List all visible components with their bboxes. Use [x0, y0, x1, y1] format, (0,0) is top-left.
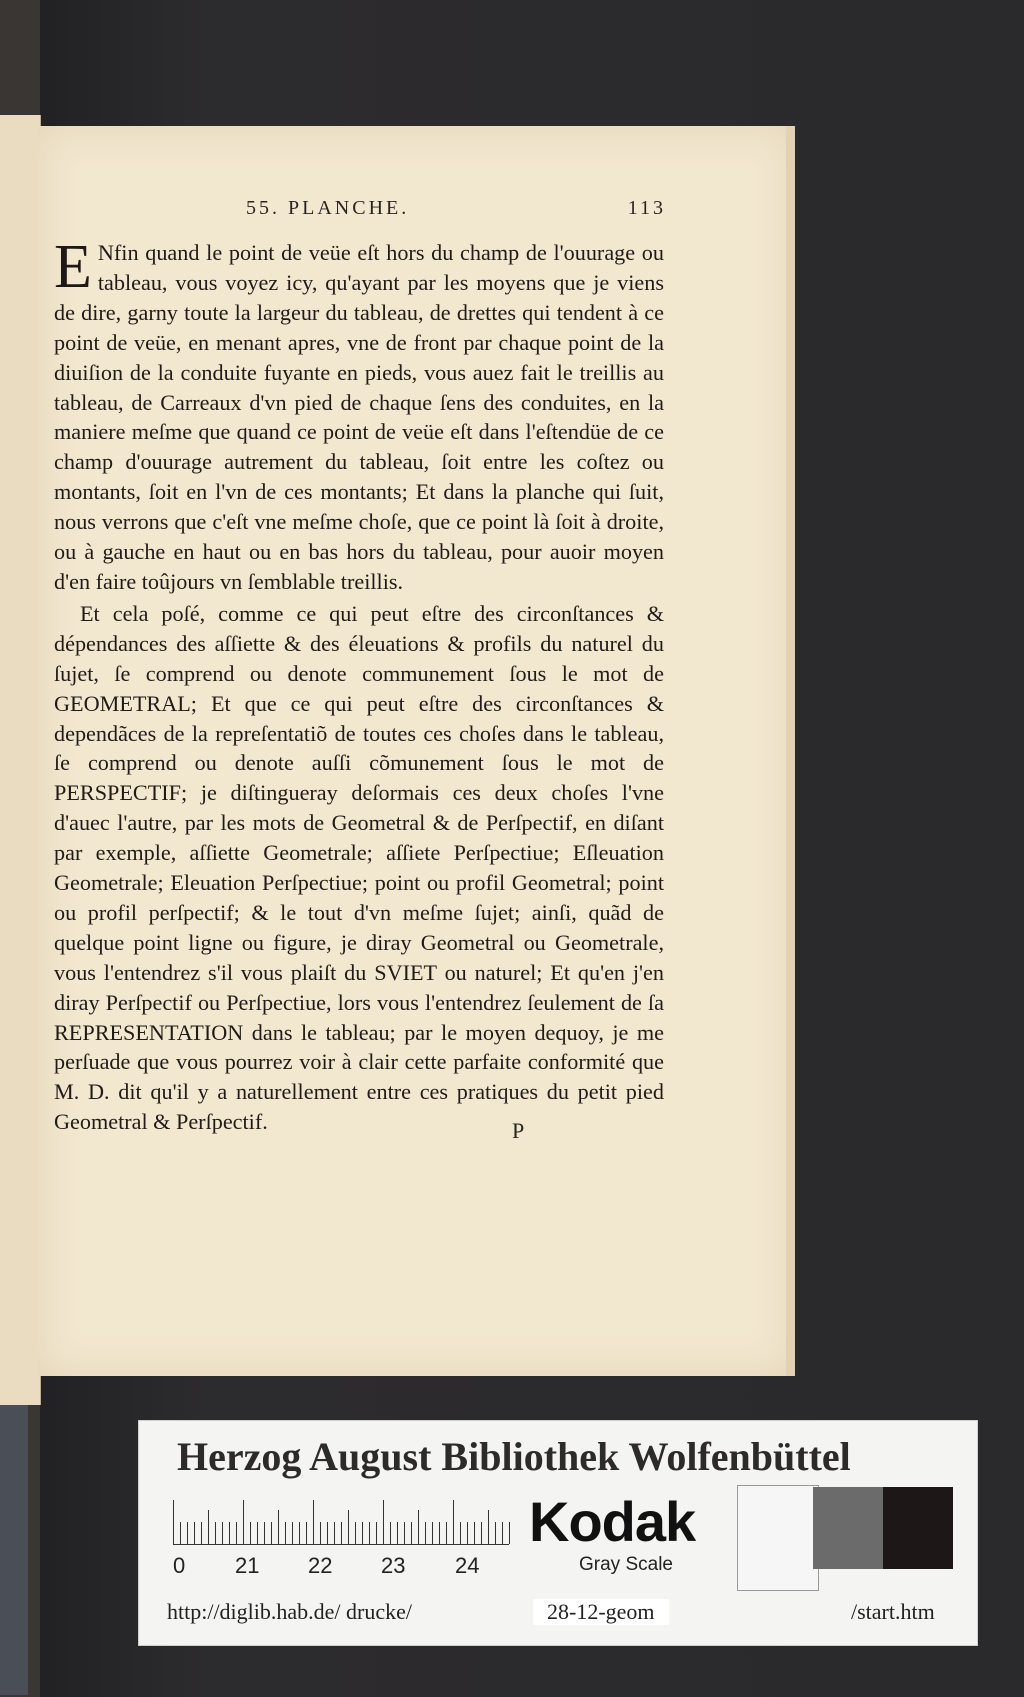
ruler-tick — [439, 1522, 440, 1544]
ruler-tick — [383, 1500, 384, 1544]
ruler-tick — [257, 1522, 258, 1544]
ruler-tick — [502, 1522, 503, 1544]
plate-heading: 55. PLANCHE. — [246, 197, 410, 219]
kodak-logo: Kodak — [529, 1490, 696, 1553]
ruler-tick — [271, 1522, 272, 1544]
ruler-tick — [180, 1522, 181, 1544]
paragraph-2: Et cela poſé, comme ce qui peut eſtre des circonſtances & dépendances des aſſiette & des éleuations & profils du naturel du ſujet, ſe comprend ou denote communement ſous le mot de GEOMETRAL; Et que ce qui peut eſtre des circonſtances & dependãces de la repreſentatiõ de toutes ces choſes dans le tableau, ſe comprend ou denote auſſi cõmunement ſous le mot de PERSPECTIF; je diſtingueray deſormais ces deux choſes l'vne d'auec l'autre, par les mots de Geometral & de Perſpectif, en diſant par exemple, aſſiette Geometrale; aſſiete Perſpectiue; Eſleuation Geometrale; Eleuation Perſpectiue; point ou profil Geometral; point ou profil perſpectif; & le tout d'vn meſme ſujet; ainſi, quãd de quelque point ligne ou figure, je diray Geometral ou Geometrale, vous l'entendrez s'il vous plaiſt du SVIET ou naturel; Et qu'en j'en diray Perſpectif ou Perſpectiue, lors vous l'entendrez ſeulement de ſa REPRESENTATION dans le tableau; par le moyen dequoy, je me perſuade que vous pourrez voir à clair cette parfaite conformité que M. D. dit qu'il y a naturellement entre ces pratiques du petit pied Geometral & Perſpectif. — [54, 600, 664, 1135]
ruler-tick — [432, 1522, 433, 1544]
ruler-tick — [418, 1510, 419, 1544]
ruler — [173, 1498, 509, 1545]
ruler-tick — [201, 1522, 202, 1544]
ruler-tick — [292, 1522, 293, 1544]
ruler-tick — [474, 1522, 475, 1544]
ruler-label: 23 — [381, 1553, 406, 1578]
ruler-tick — [446, 1522, 447, 1544]
ruler-tick — [278, 1510, 279, 1544]
ruler-tick — [390, 1522, 391, 1544]
url-prefix: http://diglib.hab.de/ drucke/ — [167, 1599, 413, 1624]
ruler-tick — [215, 1522, 216, 1544]
library-name: Herzog August Bibliothek Wolfenbüttel — [177, 1434, 851, 1479]
ruler-tick — [460, 1522, 461, 1544]
previous-page-edge — [0, 115, 41, 1405]
ruler-tick — [299, 1522, 300, 1544]
book-spine — [0, 1405, 28, 1695]
ruler-label: 0 — [173, 1553, 186, 1578]
ruler-tick — [376, 1522, 377, 1544]
ruler-tick — [453, 1500, 454, 1544]
page-number: 113 — [627, 197, 666, 219]
ruler-tick — [194, 1522, 195, 1544]
ruler-labels — [173, 1553, 509, 1579]
url-suffix: /start.htm — [851, 1599, 935, 1624]
url-id: 28-12-geom — [533, 1599, 669, 1625]
ruler-label: 21 — [235, 1553, 260, 1578]
ruler-tick — [355, 1522, 356, 1544]
ruler-tick — [488, 1510, 489, 1544]
ruler-tick — [481, 1522, 482, 1544]
ruler-tick — [348, 1510, 349, 1544]
ruler-tick — [411, 1522, 412, 1544]
ruler-tick — [369, 1522, 370, 1544]
running-head — [246, 197, 666, 227]
ruler-tick — [236, 1522, 237, 1544]
source-url — [139, 1593, 977, 1633]
signature-mark: P — [512, 1118, 525, 1143]
gray-scale-label: Gray Scale — [579, 1554, 673, 1575]
ruler-tick — [327, 1522, 328, 1544]
ruler-tick — [173, 1500, 174, 1544]
ruler-tick — [397, 1522, 398, 1544]
ruler-tick — [341, 1522, 342, 1544]
ruler-tick — [320, 1522, 321, 1544]
ruler-label: 22 — [308, 1553, 333, 1578]
color-calibration-bar — [138, 1420, 978, 1646]
ruler-tick — [404, 1522, 405, 1544]
ruler-tick — [306, 1522, 307, 1544]
ruler-tick — [243, 1500, 244, 1544]
ruler-tick — [222, 1522, 223, 1544]
ruler-tick — [264, 1522, 265, 1544]
ruler-tick — [334, 1522, 335, 1544]
ruler-tick — [467, 1522, 468, 1544]
ruler-tick — [229, 1522, 230, 1544]
ruler-tick — [250, 1522, 251, 1544]
page-fore-edge — [786, 126, 795, 1376]
white-swatch — [737, 1485, 819, 1591]
ruler-tick — [509, 1522, 510, 1544]
ruler-tick — [313, 1500, 314, 1544]
ruler-label: 24 — [455, 1553, 480, 1578]
gray-swatch — [813, 1487, 883, 1569]
ruler-tick — [285, 1522, 286, 1544]
dark-swatch — [883, 1487, 953, 1569]
paragraph-1: ENfin quand le point de veüe eſt hors du champ de l'ouurage ou tableau, vous voyez icy, qu'ayant par les moyens que je viens de dire, garny toute la largeur du tableau, de drettes qui tendent à ce point de veüe, en menant apres, vne de front par chaque point de la diuiſion de la conduite fuyante en pieds, vous auez fait le treillis au tableau, de Carreaux d'vn pied de chaque ſens des conduites, en la maniere meſme que quand ce point de veüe eſt dans l'eſtendüe de ce champ d'ouurage autrement du tableau, ſoit entre les coſtez ou montants, ſoit en l'vn de ces montants; Et dans la planche qui ſuit, nous verrons que c'eſt vne meſme choſe, que ce point là ſoit à droite, ou à gauche en haut ou en bas hors du tableau, pour auoir moyen d'en faire toûjours vn ſemblable treillis. — [54, 233, 664, 594]
ruler-tick — [208, 1510, 209, 1544]
ruler-tick — [425, 1522, 426, 1544]
body-text — [54, 233, 664, 1137]
ruler-tick — [495, 1522, 496, 1544]
ruler-tick — [362, 1522, 363, 1544]
ruler-tick — [187, 1522, 188, 1544]
